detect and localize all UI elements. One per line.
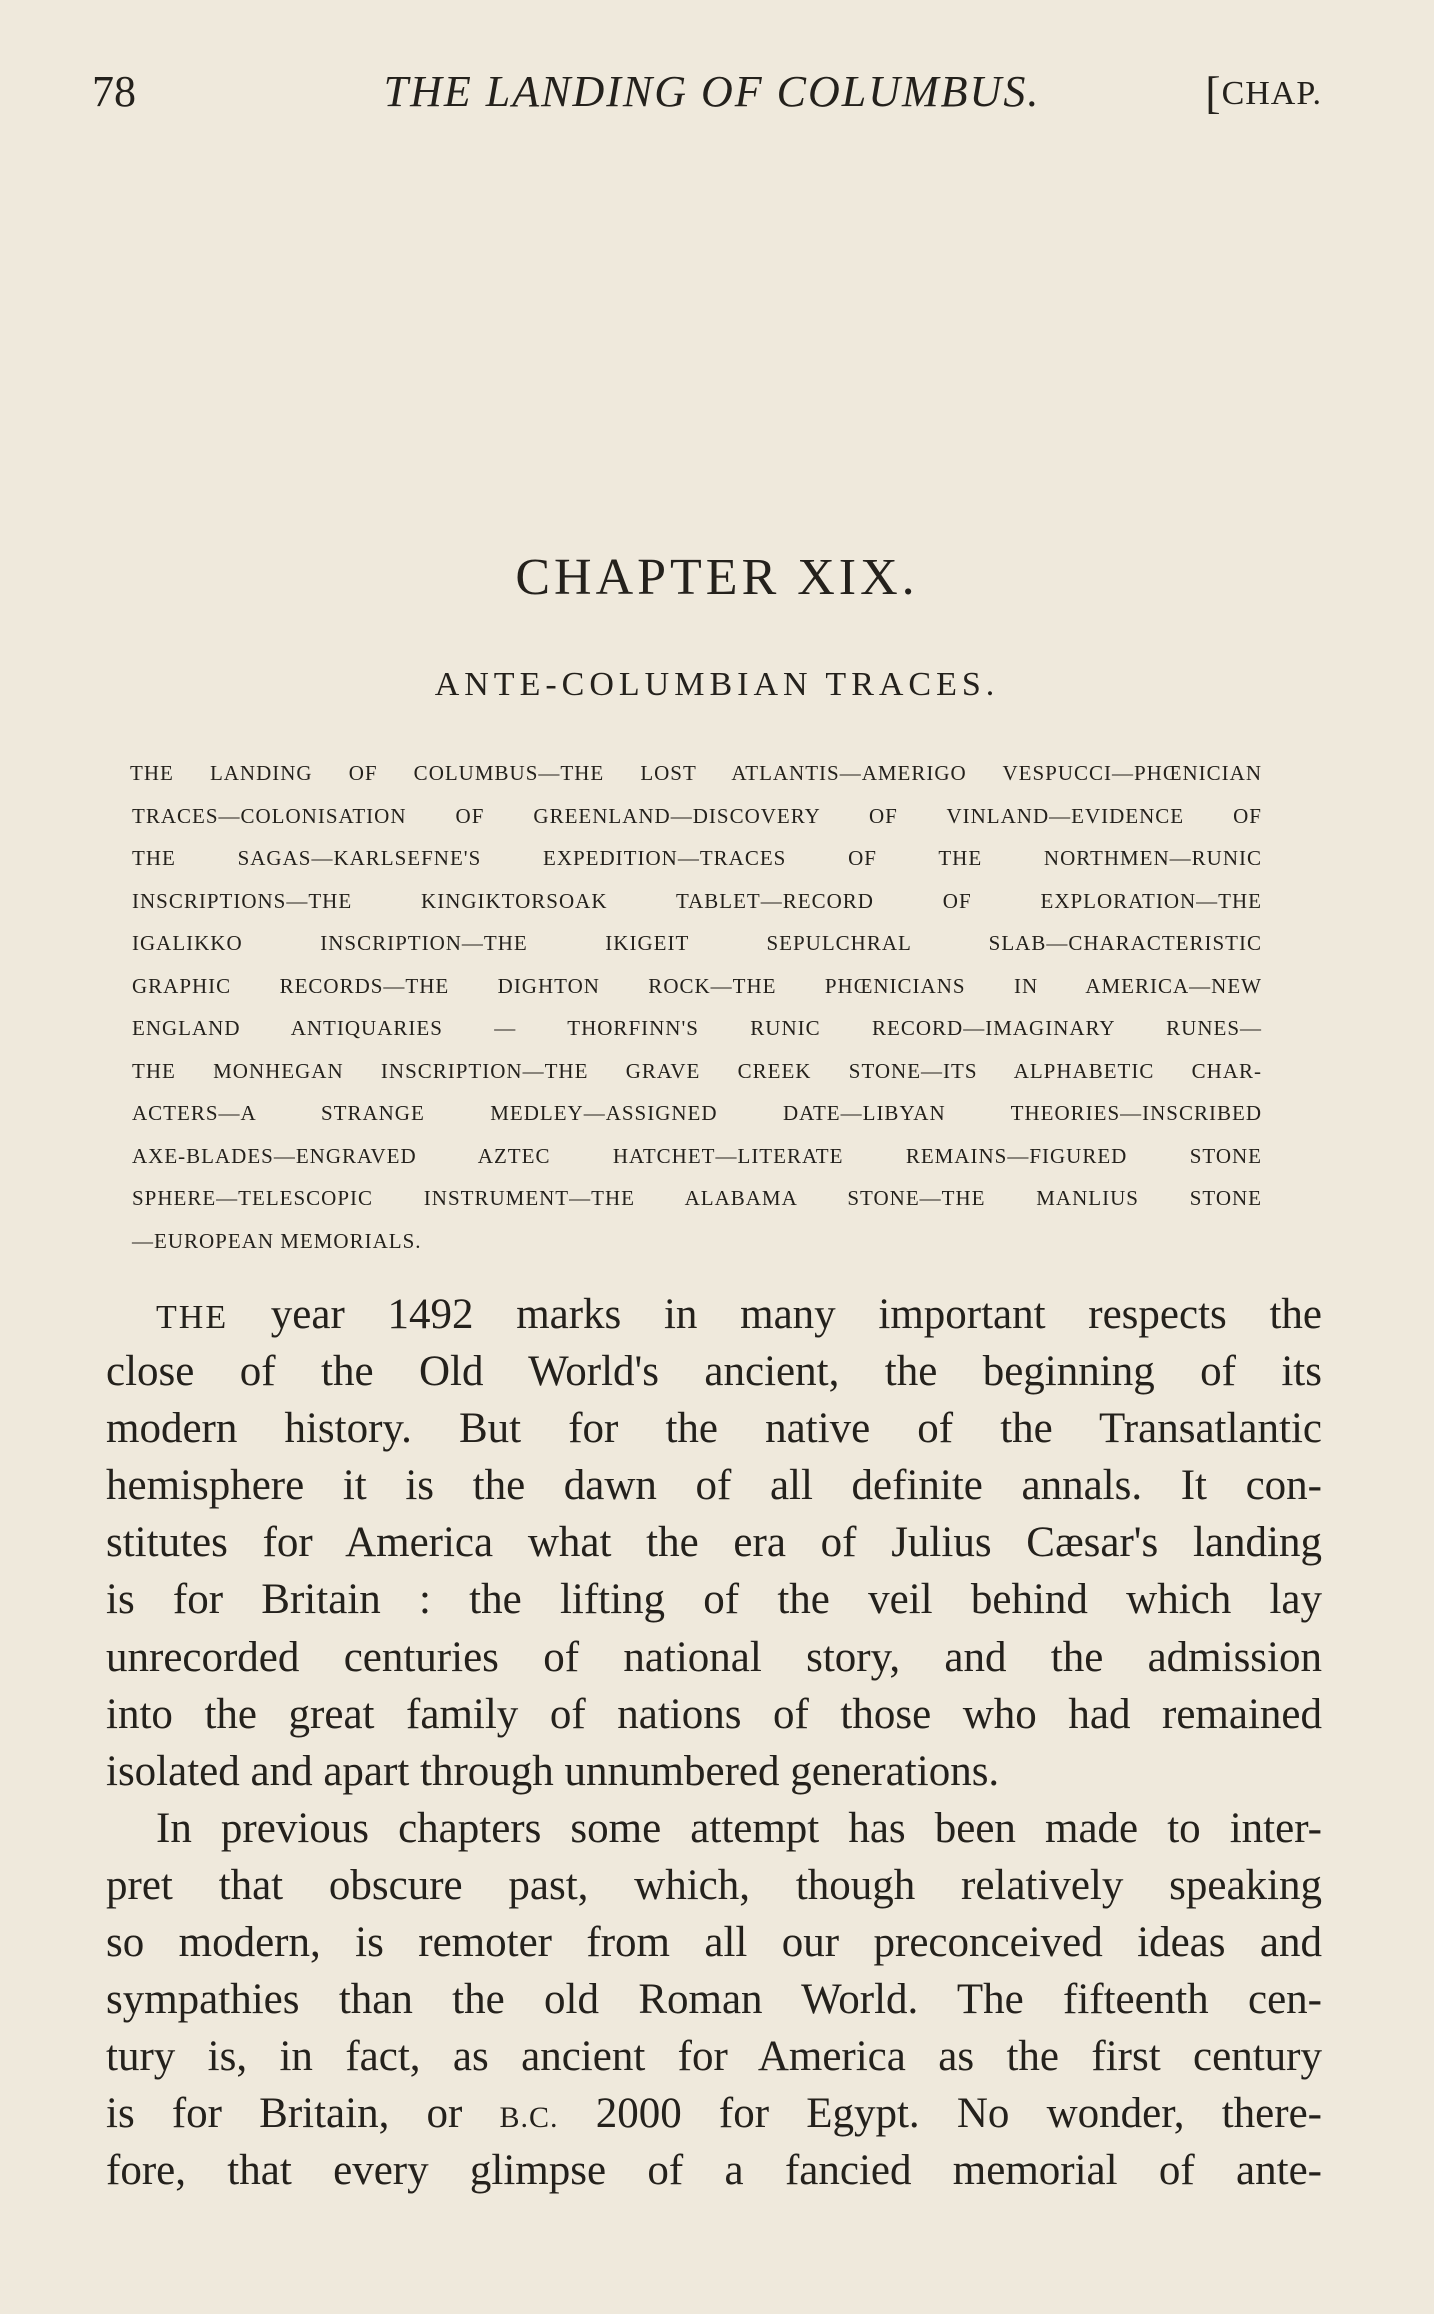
body-line: modern history. But for the native of the Transatlantic	[106, 1405, 1322, 1453]
body-text	[106, 1286, 1322, 2200]
body-line: close of the Old World's ancient, the beginning of its	[106, 1348, 1322, 1396]
body-line: into the great family of nations of those who had remained	[106, 1690, 1322, 1738]
synopsis-line: —EUROPEAN MEMORIALS.	[132, 1228, 422, 1253]
body-line-text: year 1492 marks in many important respects the	[228, 1291, 1322, 1338]
bc-abbreviation: B.C.	[499, 2101, 559, 2135]
running-header	[92, 58, 1322, 118]
synopsis-line: AXE-BLADES—ENGRAVED AZTEC HATCHET—LITERATE REMAINS—FIGURED STONE	[132, 1143, 1262, 1168]
body-line-text: 2000 for Egypt. No wonder, there-	[558, 2090, 1322, 2138]
chapter-synopsis	[132, 752, 1262, 1262]
chapter-marker-bracket: [	[1205, 67, 1222, 118]
synopsis-line: IGALIKKO INSCRIPTION—THE IKIGEIT SEPULCHRAL SLAB—CHARACTERISTIC	[132, 931, 1262, 955]
synopsis-line: THE LANDING OF COLUMBUS—THE LOST ATLANTIS—AMERIGO VESPUCCI—PHŒNICIAN	[130, 761, 1262, 785]
chapter-marker-label: CHAP.	[1221, 75, 1322, 112]
running-title: THE LANDING OF COLUMBUS.	[383, 67, 1041, 116]
body-line: In previous chapters some attempt has been made to inter-	[156, 1804, 1322, 1852]
body-line	[106, 1286, 1322, 1343]
synopsis-line: THE SAGAS—KARLSEFNE'S EXPEDITION—TRACES OF THE NORTHMEN—RUNIC	[132, 846, 1262, 870]
page-number: 78	[92, 67, 136, 116]
body-line: unrecorded centuries of national story, and the admission	[106, 1633, 1322, 1681]
synopsis-line: SPHERE—TELESCOPIC INSTRUMENT—THE ALABAMA STONE—THE MANLIUS STONE	[132, 1186, 1262, 1210]
body-line: hemisphere it is the dawn of all definite annals. It con-	[106, 1462, 1322, 1510]
synopsis-line: TRACES—COLONISATION OF GREENLAND—DISCOVERY OF VINLAND—EVIDENCE OF	[132, 803, 1262, 828]
body-line: is for Britain : the lifting of the veil behind which lay	[106, 1576, 1322, 1624]
chapter-number: CHAPTER XIX.	[515, 549, 919, 606]
chapter-marker	[1205, 66, 1322, 119]
synopsis-line: ENGLAND ANTIQUARIES — THORFINN'S RUNIC RECORD—IMAGINARY RUNES—	[132, 1016, 1262, 1040]
body-line	[106, 2085, 1322, 2142]
body-line: pret that obscure past, which, though relatively speaking	[106, 1861, 1322, 1909]
synopsis-line: INSCRIPTIONS—THE KINGIKTORSOAK TABLET—RECORD OF EXPLORATION—THE	[132, 888, 1262, 913]
synopsis-line: ACTERS—A STRANGE MEDLEY—ASSIGNED DATE—LIBYAN THEORIES—INSCRIBED	[132, 1101, 1262, 1125]
body-line-text: is for Britain, or	[106, 2090, 500, 2138]
synopsis-line: THE MONHEGAN INSCRIPTION—THE GRAVE CREEK STONE—ITS ALPHABETIC CHAR-	[132, 1058, 1262, 1083]
body-line: fore, that every glimpse of a fancied memorial of ante-	[106, 2147, 1322, 2195]
body-line: so modern, is remoter from all our preconceived ideas and	[106, 1919, 1322, 1967]
body-line: sympathies than the old Roman World. The fifteenth cen-	[106, 1976, 1322, 2024]
body-line: isolated and apart through unnumbered generations.	[106, 1747, 1000, 1795]
opening-small-caps: THE	[156, 1299, 229, 1336]
chapter-title: ANTE-COLUMBIAN TRACES.	[434, 666, 1000, 703]
body-line: tury is, in fact, as ancient for America as the first century	[106, 2033, 1322, 2081]
body-line: stitutes for America what the era of Julius Cæsar's landing	[106, 1519, 1322, 1567]
synopsis-line: GRAPHIC RECORDS—THE DIGHTON ROCK—THE PHŒNICIANS IN AMERICA—NEW	[132, 973, 1262, 998]
